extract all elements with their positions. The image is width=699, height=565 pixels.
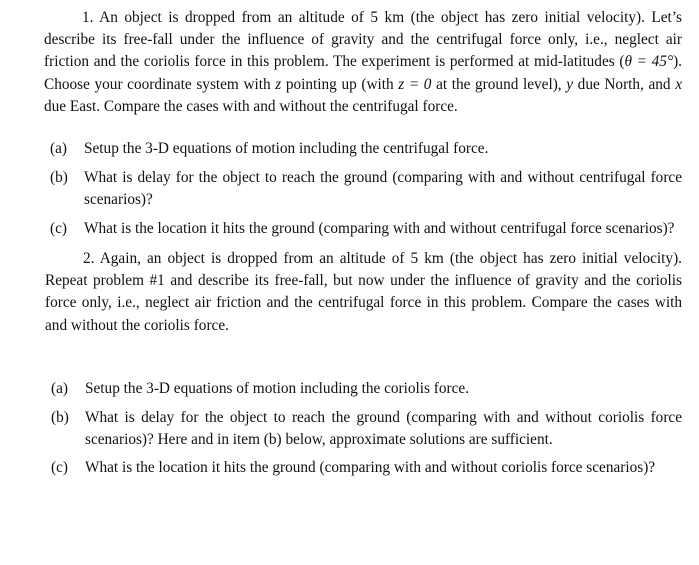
item-text: Setup the 3-D equations of motion including the coriolis force. (85, 380, 470, 397)
item-label: (a) (51, 380, 68, 397)
item-label: (b) (51, 409, 69, 426)
problem-1-item-b (50, 167, 682, 211)
item-label: (b) (50, 169, 68, 186)
problem-1-text-c: pointing up (with (281, 75, 399, 93)
problem-2-item-a (51, 378, 682, 400)
problem-1-number: 1. (82, 9, 94, 26)
z-equals-zero: z = 0 (398, 75, 432, 93)
item-label: (a) (50, 140, 67, 157)
problem-2-number: 2. (83, 250, 95, 267)
problem-2-item-c (51, 457, 686, 479)
item-text: Setup the 3-D equations of motion including the centrifugal force. (84, 140, 489, 157)
problem-1-text-b: ). Choose your coordinate system with (44, 53, 682, 93)
problem-1-item-c (50, 218, 690, 240)
item-label: (c) (51, 459, 68, 476)
item-text: What is the location it hits the ground (comparing with and without centrifugal force scenarios)? (84, 220, 675, 237)
item-text: What is delay for the object to reach the ground (comparing with and without coriolis force scenarios)? Here and in item (b) below, approximate solutions are sufficient. (85, 409, 682, 448)
theta-expression: θ = 45° (624, 53, 674, 71)
problem-1-item-a (50, 138, 682, 160)
problem-2-text: Again, an object is dropped from an altitude of 5 km (the object has zero initial velocity). Repeat problem #1 and describe its free-fall, but now under the influence of gravity and the coriolis force only, i.e., neglect air friction and the centrifugal force in this problem. Compare the cases with and without the coriolis force. (45, 250, 682, 334)
item-label: (c) (50, 220, 67, 237)
item-text: What is delay for the object to reach the ground (comparing with and without centrifugal force scenarios)? (84, 169, 682, 208)
problem-1-text-a: An object is dropped from an altitude of 5 km (the object has zero initial velocity). Let’s describe its free-fall under the influence of gravity and the centrifugal force only, i.e., neglect air friction and the coriolis force in this problem. The experiment is performed at mid-latitudes ( (44, 9, 682, 71)
problem-1-text-f: due East. Compare the cases with and without the centrifugal force. (44, 97, 458, 115)
problem-2-statement (45, 248, 682, 337)
problem-1-statement (44, 7, 682, 118)
y-variable: y (566, 75, 574, 93)
x-variable: x (675, 75, 682, 93)
problem-1-text-d: at the ground level), (431, 75, 567, 93)
problem-1-text-e: due North, and (573, 75, 676, 93)
z-variable: z (275, 75, 282, 93)
item-text: What is the location it hits the ground (comparing with and without coriolis force scenarios)? (85, 459, 656, 476)
problem-2-item-b (51, 407, 682, 451)
